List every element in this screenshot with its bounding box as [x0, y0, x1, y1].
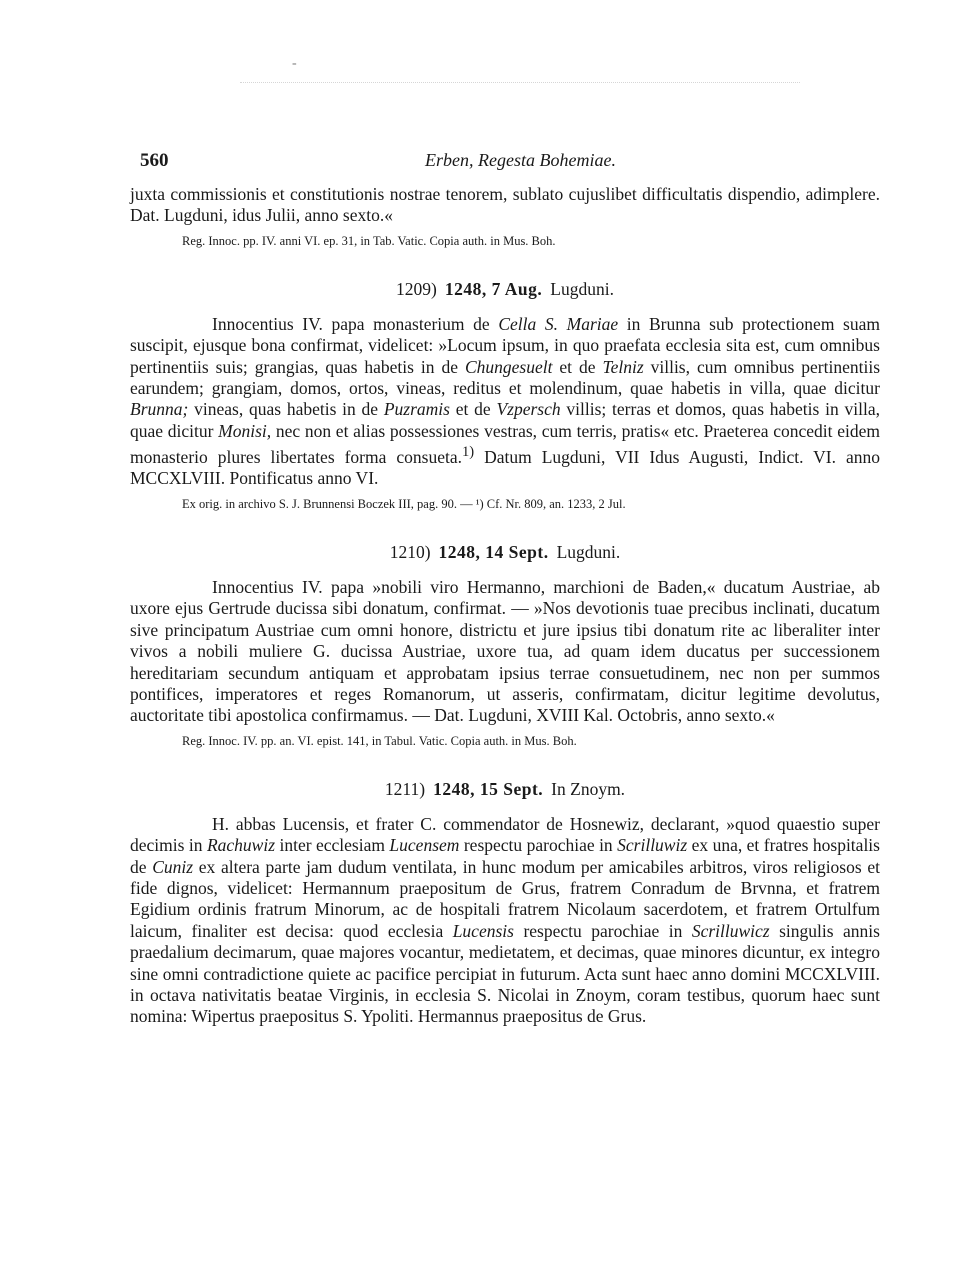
scan-artifact [240, 82, 800, 97]
place-name: Telniz [602, 356, 644, 377]
place-name: Chungesuelt [464, 356, 553, 377]
entry-body-1211: H. abbas Lucensis, et frater C. commendator de Hosnewiz, declarant, »quod quaestio super decimis in Rachuwiz inter ecclesiam Lucensem respectu parochiae in Scrilluwiz ex una, et fratres hospitalis de Cuniz ex altera parte jam dudum ventilata, in hunc modum per amicabiles arbitros, viros religiosos et fide dignos, videlicet: Hermannum praepositum de Grus, fratrem Conradum de Brvnna, et fratrem Egidium ordinis fratrum Minorum, ac de hospitali fratrem Nicolaum sacerdotem, et fratrem Ortulfum laicum, finaliter est decisa: quod ecclesia Lucensis respectu parochiae in Scrilluwicz singulis annis praedalium decimarum, quae majores vocantur, medietatem, et decimas, quae minores dicuntur, ex integro sine omni contradictione quiete ac pacifice percipiat in futurum. Acta sunt haec anno domini MCCXLVIII. in octava nativitatis beatae Virginis, in ecclesia S. Nicolai in Znoym, coram testibus, quorum haec sunt nomina: Wipertus praepositus S. Ypoliti. Hermannus praepositus de Grus. [130, 813, 880, 1027]
continuation-text: juxta commissionis et constitutionis nostrae tenorem, sublato cujuslibet difficultatis dispendio, adimplere. Dat. Lugduni, idus Julii, anno sexto.« [130, 184, 880, 226]
entry-number: 1210) [389, 541, 431, 562]
entry-source-note-1209: Ex orig. in archivo S. J. Brunnensi Boczek III, pag. 90. — ¹) Cf. Nr. 809, an. 1233, 2 Jul. [182, 496, 626, 511]
place-name: Monisi, [218, 420, 272, 441]
entry-number: 1211) [384, 778, 426, 799]
place-name: Lucensis [452, 920, 514, 941]
continuation-source-note: Reg. Innoc. pp. IV. anni VI. ep. 31, in Tab. Vatic. Copia auth. in Mus. Boh. [182, 233, 556, 248]
place-name: Scrilluwicz [691, 920, 770, 941]
book-page [130, 150, 880, 1028]
place-name: Brunna; [130, 399, 189, 420]
running-head [130, 150, 880, 184]
entry-date: 1248, 15 Sept. [433, 778, 544, 799]
place-name: Puzramis [383, 399, 450, 420]
entry-body-1210: Innocentius IV. papa »nobili viro Hermanno, marchioni de Baden,« ducatum Austriae, ab uxore ejus Gertrude ducissa sibi donatum, confirmat. — »Nos devotionis tuae precibus inclinati, ducatum sive principatum Austriae cum omni honore, districtu et jure ipsius tibi donatum rite ac liberaliter inter vivos a nobili muliere G. ducissa Austriae, uxore tua, ad quam idem ducatus per successionem hereditariam secundum antiquam et approbatam ipsius terrae consuetudinem, nec non per summos pontifices, imperatores et reges Romanorum, ut asseris, confirmatam, dicitur legitime devolutus, auctoritate tibi apostolica confirmamus. — Dat. Lugduni, XVIII Kal. Octobris, anno sexto.« [130, 576, 880, 726]
running-title: Erben, Regesta Bohemiae. [425, 150, 616, 170]
scan-mark: - [292, 56, 297, 71]
place-name: Rachuwiz [206, 835, 276, 856]
place-name: Lucensem [389, 835, 460, 856]
place-name: Scrilluwiz [617, 835, 688, 856]
entry-date: 1248, 7 Aug. [444, 278, 543, 299]
entry-heading-1211 [130, 779, 880, 800]
entry-source-note-1210: Reg. Innoc. IV. pp. an. VI. epist. 141, in Tabul. Vatic. Copia auth. in Mus. Boh. [182, 733, 577, 748]
entry-place: In Znoym. [551, 778, 626, 799]
entry-date: 1248, 14 Sept. [438, 541, 549, 562]
entry-place: Lugduni. [556, 541, 621, 562]
footnote-marker: 1) [461, 444, 475, 461]
place-name: Vzpersch [496, 399, 561, 420]
place-name: Cuniz [152, 856, 194, 877]
entry-number: 1209) [396, 278, 437, 299]
entry-body-1209: Innocentius IV. papa monasterium de Cella S. Mariae in Brunna sub protectionem suam suscipit, ejusque bona confirmat, videlicet: »Locum ipsum, in quo praefata ecclesia sita est, cum omnibus pertinentiis suis; grangias, quas habetis in de Chungesuelt et de Telniz villis, cum omnibus pertinentiis earundem; grangiam, domos, ortos, vineas, reditus et molendinum, quae habetis in villa, quae dicitur Brunna; vineas, quas habetis in de Puzramis et de Vzpersch villis; terras et domos, quas habetis in villa, quae dicitur Monisi, nec non et alias possessiones vestras, cum terris, pratis« etc. Praeterea concedit eidem monasterio plures libertates forma consueta.$^{1)}$ Datum Lugduni, VII Idus Augusti, Indict. VI. anno MCCXLVIII. Pontificatus anno VI. [130, 313, 881, 489]
entry-heading-1210 [130, 542, 880, 563]
entry-heading-1209 [130, 279, 880, 300]
entry-place: Lugduni. [550, 278, 614, 299]
place-name: Cella S. Mariae [498, 313, 619, 334]
page-number: 560 [140, 150, 169, 171]
